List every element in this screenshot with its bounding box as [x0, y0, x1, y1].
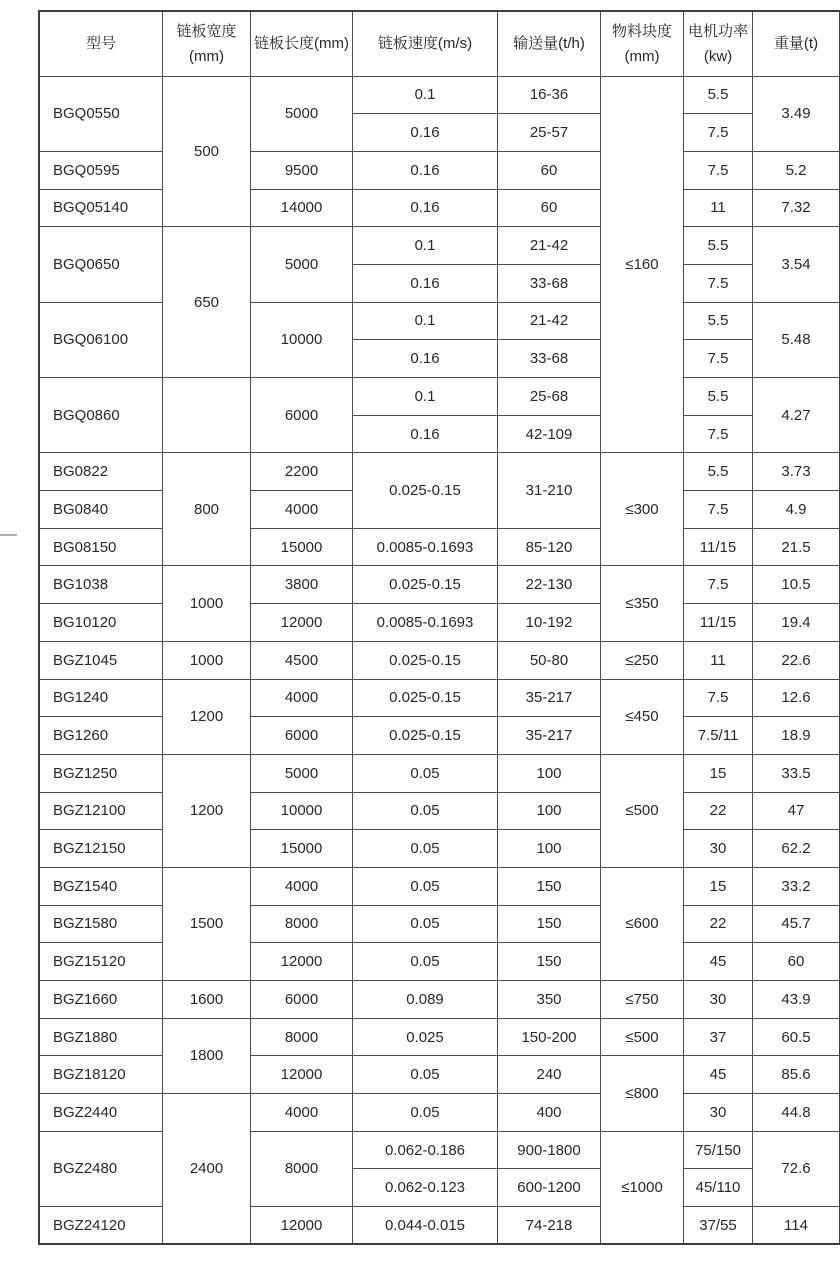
cell-speed: 0.025: [353, 1018, 498, 1056]
cell-capacity: 350: [498, 981, 601, 1019]
table-row: [39, 1094, 840, 1132]
cell-capacity: 100: [498, 792, 601, 830]
cell-power: 15: [684, 867, 753, 905]
cell-width: 1200: [163, 679, 251, 754]
cell-weight: 60: [753, 943, 840, 981]
cell-weight: 4.27: [753, 378, 840, 453]
cell-length: 10000: [251, 792, 353, 830]
cell-power: 30: [684, 981, 753, 1019]
cell-speed: 0.16: [353, 151, 498, 189]
cell-model: BGQ06100: [39, 302, 163, 377]
cell-speed: 0.089: [353, 981, 498, 1019]
cell-power: 75/150: [684, 1131, 753, 1169]
cell-speed: 0.1: [353, 378, 498, 416]
cell-length: 6000: [251, 717, 353, 755]
cell-model: BG0840: [39, 491, 163, 529]
cell-length: 14000: [251, 189, 353, 227]
cell-width: 1000: [163, 641, 251, 679]
cell-width: 650: [163, 227, 251, 378]
cell-model: BGQ0550: [39, 76, 163, 151]
cell-power: 30: [684, 1094, 753, 1132]
cell-capacity: 900-1800: [498, 1131, 601, 1169]
cell-model: BGZ18120: [39, 1056, 163, 1094]
cell-length: 15000: [251, 830, 353, 868]
cell-weight: 3.54: [753, 227, 840, 302]
cell-length: 2200: [251, 453, 353, 491]
cell-weight: 3.49: [753, 76, 840, 151]
cell-model: BGZ12100: [39, 792, 163, 830]
cell-weight: 60.5: [753, 1018, 840, 1056]
cell-lump: ≤500: [601, 1018, 684, 1056]
cell-capacity: 150-200: [498, 1018, 601, 1056]
cell-speed: 0.025-0.15: [353, 566, 498, 604]
cell-weight: 45.7: [753, 905, 840, 943]
cell-speed: 0.0085-0.1693: [353, 528, 498, 566]
cell-model: BGZ2440: [39, 1094, 163, 1132]
cell-capacity: 10-192: [498, 604, 601, 642]
cell-lump: ≤800: [601, 1056, 684, 1131]
cell-model: BGZ2480: [39, 1131, 163, 1206]
cell-model: BGZ24120: [39, 1207, 163, 1245]
cell-length: 4000: [251, 679, 353, 717]
cell-speed: 0.16: [353, 415, 498, 453]
cell-model: BGQ0595: [39, 151, 163, 189]
table-row: [39, 943, 840, 981]
table-row: [39, 1056, 840, 1094]
cell-capacity: 50-80: [498, 641, 601, 679]
cell-weight: 12.6: [753, 679, 840, 717]
cell-speed: 0.025-0.15: [353, 641, 498, 679]
cell-power: 5.5: [684, 378, 753, 416]
cell-power: 22: [684, 792, 753, 830]
cell-power: 11/15: [684, 528, 753, 566]
header-row: [39, 11, 840, 76]
col-header-lump: 物料块度 (mm): [601, 11, 684, 76]
cell-width: 1500: [163, 867, 251, 980]
table-row: [39, 453, 840, 491]
cell-speed: 0.16: [353, 340, 498, 378]
cell-lump: ≤350: [601, 566, 684, 641]
table-row: [39, 905, 840, 943]
cell-length: 4000: [251, 491, 353, 529]
cell-power: 45: [684, 1056, 753, 1094]
cell-lump: ≤300: [601, 453, 684, 566]
cell-length: 10000: [251, 302, 353, 377]
cell-weight: 33.5: [753, 754, 840, 792]
cell-power: 7.5: [684, 264, 753, 302]
table-row: [39, 754, 840, 792]
cell-length: 12000: [251, 1056, 353, 1094]
cell-model: BG08150: [39, 528, 163, 566]
cell-capacity: 21-42: [498, 302, 601, 340]
cell-speed: 0.025-0.15: [353, 717, 498, 755]
cell-power: 37/55: [684, 1207, 753, 1245]
cell-length: 4000: [251, 1094, 353, 1132]
cell-power: 11/15: [684, 604, 753, 642]
cell-weight: 47: [753, 792, 840, 830]
cell-weight: 62.2: [753, 830, 840, 868]
table-row: [39, 227, 840, 265]
cell-power: 7.5: [684, 566, 753, 604]
cell-lump: ≤160: [601, 76, 684, 453]
table-row: [39, 1207, 840, 1245]
cell-length: 12000: [251, 604, 353, 642]
cell-capacity: 240: [498, 1056, 601, 1094]
cell-length: 5000: [251, 227, 353, 302]
cell-speed: 0.062-0.186: [353, 1131, 498, 1169]
cell-weight: 3.73: [753, 453, 840, 491]
cell-power: 45/110: [684, 1169, 753, 1207]
cell-speed: 0.16: [353, 189, 498, 227]
cell-lump: ≤450: [601, 679, 684, 754]
cell-model: BGZ1880: [39, 1018, 163, 1056]
table-row: [39, 189, 840, 227]
table-row: [39, 981, 840, 1019]
cell-width: 1800: [163, 1018, 251, 1093]
cell-weight: 4.9: [753, 491, 840, 529]
cell-capacity: 60: [498, 151, 601, 189]
cell-weight: 19.4: [753, 604, 840, 642]
cell-speed: 0.05: [353, 867, 498, 905]
cell-model: BGZ1540: [39, 867, 163, 905]
cell-power: 5.5: [684, 302, 753, 340]
cell-width: [163, 378, 251, 453]
spec-table-body: [39, 76, 840, 1244]
cell-power: 7.5: [684, 340, 753, 378]
cell-width: 1000: [163, 566, 251, 641]
cell-capacity: 25-57: [498, 114, 601, 152]
cell-weight: 5.48: [753, 302, 840, 377]
cell-lump: ≤500: [601, 754, 684, 867]
cell-weight: 18.9: [753, 717, 840, 755]
cell-power: 7.5: [684, 151, 753, 189]
cell-model: BG10120: [39, 604, 163, 642]
cell-lump: ≤750: [601, 981, 684, 1019]
table-row: [39, 717, 840, 755]
cell-capacity: 35-217: [498, 717, 601, 755]
table-row: [39, 566, 840, 604]
col-header-length: 链板长度(mm): [251, 11, 353, 76]
cell-weight: 10.5: [753, 566, 840, 604]
col-header-capacity: 输送量(t/h): [498, 11, 601, 76]
cell-model: BGQ0650: [39, 227, 163, 302]
cell-speed: 0.1: [353, 302, 498, 340]
cell-power: 45: [684, 943, 753, 981]
cell-speed: 0.05: [353, 754, 498, 792]
cell-length: 12000: [251, 1207, 353, 1245]
cell-length: 8000: [251, 1131, 353, 1206]
cell-power: 5.5: [684, 227, 753, 265]
cell-model: BGQ05140: [39, 189, 163, 227]
cell-length: 8000: [251, 1018, 353, 1056]
cell-capacity: 100: [498, 754, 601, 792]
col-header-model: 型号: [39, 11, 163, 76]
cell-model: BGQ0860: [39, 378, 163, 453]
cell-width: 1600: [163, 981, 251, 1019]
cell-power: 22: [684, 905, 753, 943]
cell-speed: 0.05: [353, 1056, 498, 1094]
cell-model: BG0822: [39, 453, 163, 491]
cell-length: 3800: [251, 566, 353, 604]
cell-width: 800: [163, 453, 251, 566]
cell-model: BGZ1250: [39, 754, 163, 792]
cell-length: 6000: [251, 981, 353, 1019]
table-row: [39, 867, 840, 905]
cell-speed: 0.05: [353, 1094, 498, 1132]
cell-capacity: 42-109: [498, 415, 601, 453]
cell-width: 500: [163, 76, 251, 227]
spec-table: [38, 10, 840, 1245]
cell-width: 1200: [163, 754, 251, 867]
cell-capacity: 150: [498, 905, 601, 943]
cell-capacity: 35-217: [498, 679, 601, 717]
cell-weight: 7.32: [753, 189, 840, 227]
cell-width: 2400: [163, 1094, 251, 1245]
cell-model: BG1038: [39, 566, 163, 604]
cell-capacity: 33-68: [498, 340, 601, 378]
table-row: [39, 792, 840, 830]
cell-lump: ≤1000: [601, 1131, 684, 1244]
cell-length: 6000: [251, 378, 353, 453]
cell-capacity: 150: [498, 943, 601, 981]
cell-speed: 0.05: [353, 905, 498, 943]
cell-power: 11: [684, 189, 753, 227]
cell-weight: 33.2: [753, 867, 840, 905]
cell-model: BGZ12150: [39, 830, 163, 868]
cell-speed: 0.05: [353, 943, 498, 981]
cell-speed: 0.05: [353, 830, 498, 868]
cell-capacity: 22-130: [498, 566, 601, 604]
cell-speed: 0.16: [353, 114, 498, 152]
cell-weight: 5.2: [753, 151, 840, 189]
cell-weight: 43.9: [753, 981, 840, 1019]
table-row: [39, 151, 840, 189]
cell-model: BG1240: [39, 679, 163, 717]
cell-length: 5000: [251, 754, 353, 792]
cell-weight: 44.8: [753, 1094, 840, 1132]
cell-capacity: 100: [498, 830, 601, 868]
cell-power: 5.5: [684, 76, 753, 114]
table-row: [39, 641, 840, 679]
cell-power: 7.5: [684, 415, 753, 453]
cell-power: 37: [684, 1018, 753, 1056]
cell-capacity: 60: [498, 189, 601, 227]
cell-model: BGZ15120: [39, 943, 163, 981]
cell-power: 7.5: [684, 114, 753, 152]
table-row: [39, 76, 840, 114]
cell-model: BG1260: [39, 717, 163, 755]
cell-length: 4000: [251, 867, 353, 905]
cell-capacity: 400: [498, 1094, 601, 1132]
table-row: [39, 1131, 840, 1169]
cell-power: 7.5: [684, 491, 753, 529]
table-row: [39, 1018, 840, 1056]
table-row: [39, 679, 840, 717]
cell-weight: 85.6: [753, 1056, 840, 1094]
cell-capacity: 25-68: [498, 378, 601, 416]
cell-length: 12000: [251, 943, 353, 981]
cell-speed: 0.044-0.015: [353, 1207, 498, 1245]
cell-lump: ≤600: [601, 867, 684, 980]
table-row: [39, 830, 840, 868]
table-row: [39, 528, 840, 566]
cell-speed: 0.1: [353, 76, 498, 114]
cell-capacity: 85-120: [498, 528, 601, 566]
cell-speed: 0.025-0.15: [353, 679, 498, 717]
cell-length: 15000: [251, 528, 353, 566]
cell-length: 5000: [251, 76, 353, 151]
cell-capacity: 600-1200: [498, 1169, 601, 1207]
cell-speed: 0.16: [353, 264, 498, 302]
col-header-weight: 重量(t): [753, 11, 840, 76]
cell-weight: 21.5: [753, 528, 840, 566]
cell-length: 4500: [251, 641, 353, 679]
cell-speed: 0.1: [353, 227, 498, 265]
cell-speed: 0.025-0.15: [353, 453, 498, 528]
spec-table-head: [39, 11, 840, 76]
left-margin-dash: [0, 534, 17, 536]
cell-capacity: 150: [498, 867, 601, 905]
cell-power: 30: [684, 830, 753, 868]
col-header-power: 电机功率 (kw): [684, 11, 753, 76]
cell-capacity: 33-68: [498, 264, 601, 302]
cell-capacity: 31-210: [498, 453, 601, 528]
table-row: [39, 302, 840, 340]
cell-power: 11: [684, 641, 753, 679]
cell-model: BGZ1660: [39, 981, 163, 1019]
cell-power: 5.5: [684, 453, 753, 491]
cell-model: BGZ1580: [39, 905, 163, 943]
cell-capacity: 16-36: [498, 76, 601, 114]
cell-speed: 0.062-0.123: [353, 1169, 498, 1207]
cell-model: BGZ1045: [39, 641, 163, 679]
cell-speed: 0.0085-0.1693: [353, 604, 498, 642]
col-header-speed: 链板速度(m/s): [353, 11, 498, 76]
cell-power: 7.5: [684, 679, 753, 717]
col-header-width: 链板宽度 (mm): [163, 11, 251, 76]
cell-capacity: 74-218: [498, 1207, 601, 1245]
cell-power: 15: [684, 754, 753, 792]
cell-lump: ≤250: [601, 641, 684, 679]
table-row: [39, 378, 840, 416]
cell-speed: 0.05: [353, 792, 498, 830]
cell-capacity: 21-42: [498, 227, 601, 265]
cell-weight: 72.6: [753, 1131, 840, 1206]
cell-length: 9500: [251, 151, 353, 189]
cell-length: 8000: [251, 905, 353, 943]
cell-weight: 114: [753, 1207, 840, 1245]
cell-weight: 22.6: [753, 641, 840, 679]
table-row: [39, 604, 840, 642]
cell-power: 7.5/11: [684, 717, 753, 755]
